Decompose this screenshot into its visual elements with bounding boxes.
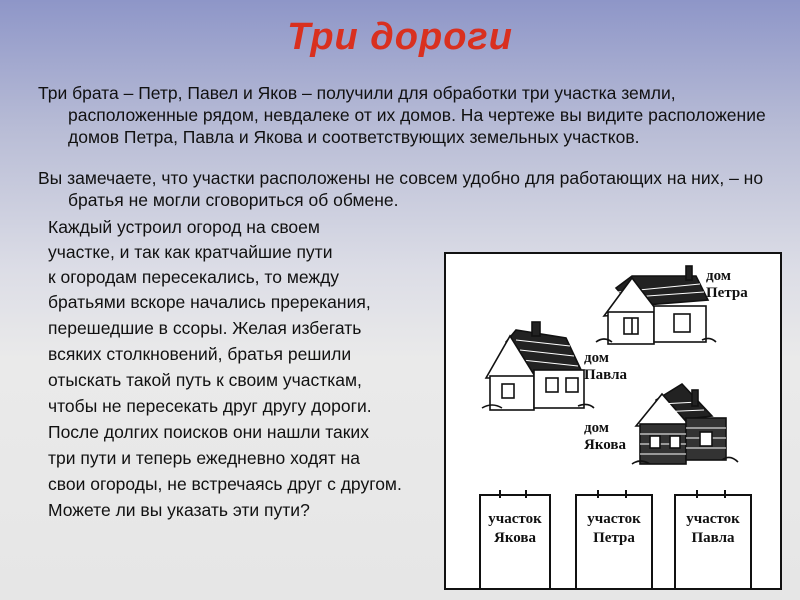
slide-title: Три дороги <box>287 16 513 58</box>
story-line: к огородам пересекались, то между <box>48 267 340 287</box>
plot-yakova-label: участок Якова <box>488 511 542 546</box>
story-line: перешедшие в ссоры. Желая избегать <box>48 318 362 338</box>
plot-gate-mark <box>499 490 501 498</box>
plot-pavla <box>674 494 752 590</box>
plot-petra-label: участок Петра <box>587 511 641 546</box>
story-line: свои огороды, не встречаясь друг с другом. <box>48 474 402 494</box>
house-pavla-label: дом Павла <box>584 350 627 383</box>
plot-gate-mark <box>625 490 627 498</box>
plot-gate-mark <box>696 490 698 498</box>
house-pavla-icon <box>482 322 594 410</box>
house-petra-label: дом Петра <box>706 268 748 301</box>
story-line: братьями вскоре начались пререкания, <box>48 292 371 312</box>
second-paragraph: Вы замечаете, что участки расположены не совсем удобно для работающих на них, – но братья не могли сговориться об обмене. <box>38 168 764 210</box>
plot-petra <box>575 494 653 590</box>
house-yakova-label: дом Якова <box>584 420 627 453</box>
houses-diagram <box>444 252 782 590</box>
plot-gate-mark <box>724 490 726 498</box>
intro-paragraph: Три брата – Петр, Павел и Яков – получили для обработки три участка земли, расположенные рядом, невдалеке от их домов. На чертеже вы видите расположение домов Петра, Павла и Якова и соответствующих земельных участков. <box>38 83 766 147</box>
story-line: всяких столкновений, братья решили <box>48 344 352 364</box>
house-petra-icon <box>596 266 716 344</box>
story-line: три пути и теперь ежедневно ходят на <box>48 448 360 468</box>
plot-gate-mark <box>525 490 527 498</box>
story-line: Каждый устроил огород на своем <box>48 217 320 237</box>
story-line: участке, и так как кратчайшие пути <box>48 242 333 262</box>
story-line: Можете ли вы указать эти пути? <box>48 500 310 520</box>
house-yakova-icon <box>632 384 738 464</box>
plot-yakova <box>479 494 551 590</box>
plot-pavla-label: участок Павла <box>686 511 740 546</box>
story-line: отыскать такой путь к своим участкам, <box>48 370 362 390</box>
story-line: После долгих поисков они нашли таких <box>48 422 369 442</box>
story-line: чтобы не пересекать друг другу дороги. <box>48 396 372 416</box>
plot-gate-mark <box>597 490 599 498</box>
